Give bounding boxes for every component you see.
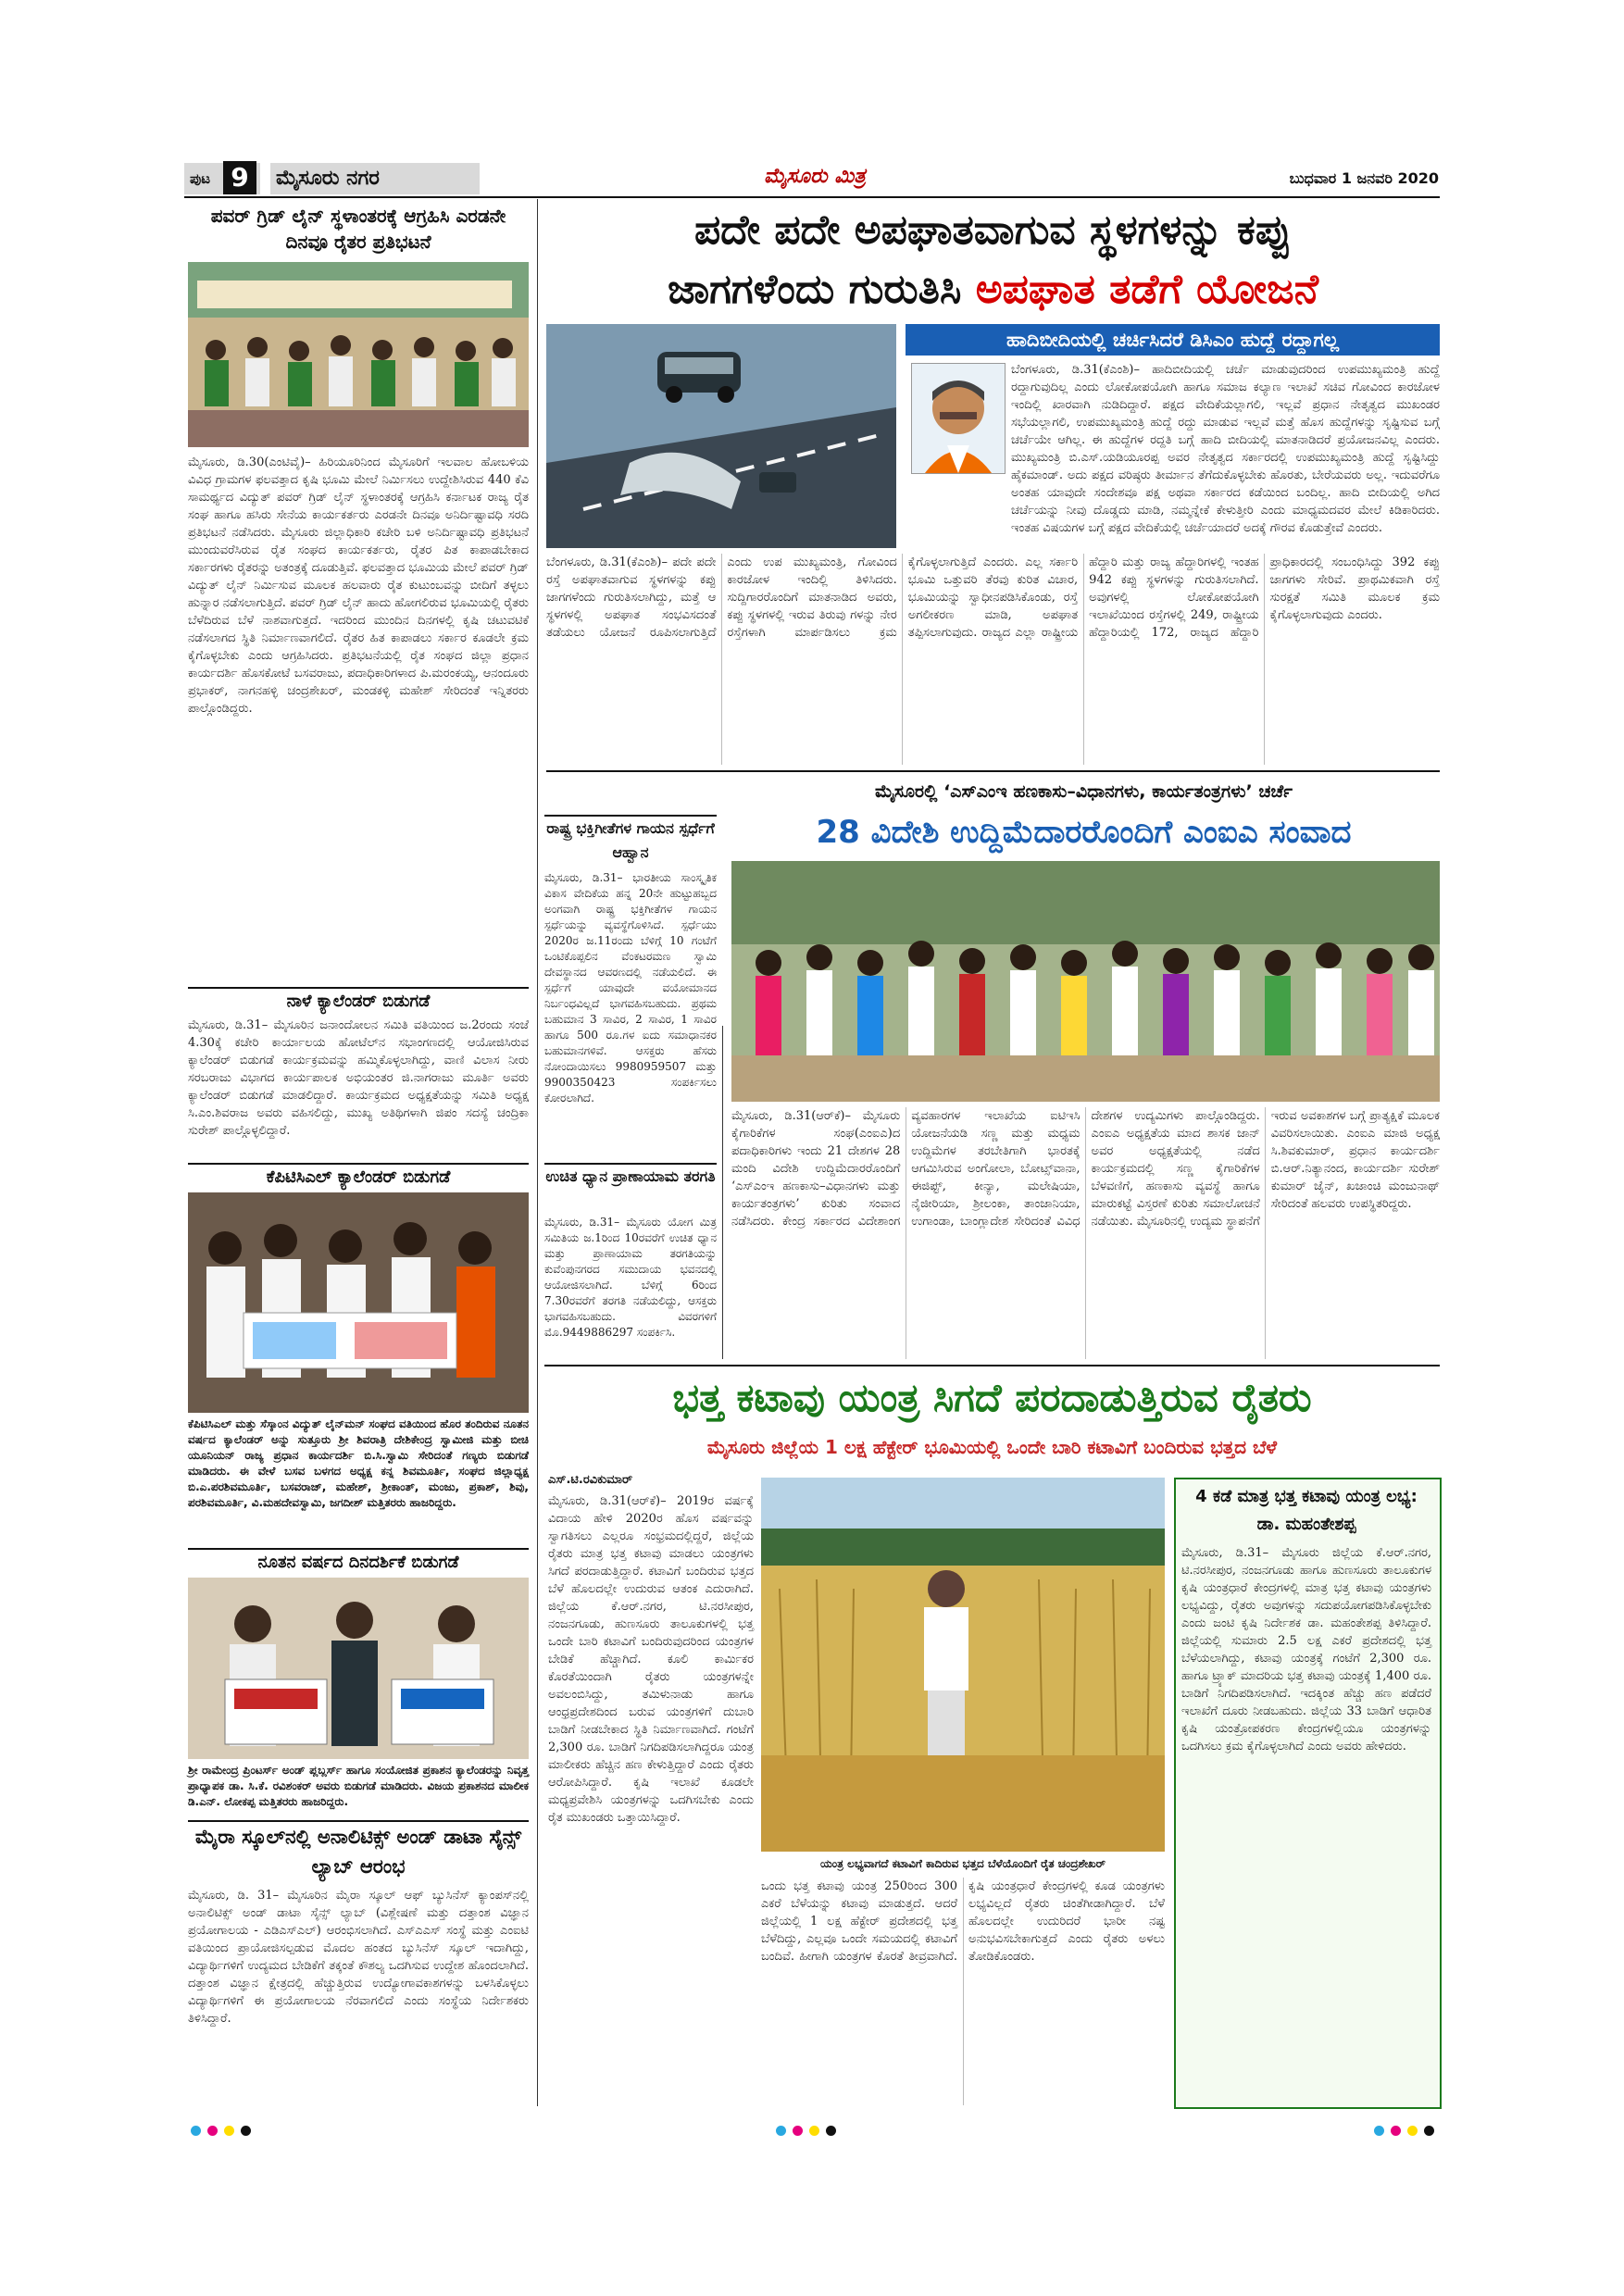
mia-top-rule	[546, 770, 1440, 772]
protest-crowd-illustration	[188, 262, 529, 447]
cyan-dot	[1374, 2126, 1384, 2136]
yellow-dot	[224, 2126, 234, 2136]
calendar-release-headline: ನಾಳೆ ಕ್ಯಾಲೆಂಡರ್ ಬಿಡುಗಡೆ	[188, 987, 529, 1015]
calendar-release-group-illustration	[188, 1192, 529, 1413]
masthead-logo: ಮೈಸೂರು ಮಿತ್ರ	[764, 164, 866, 188]
diary-release-caption: ಶ್ರೀ ರಾಮೇಂದ್ರ ಪ್ರಿಂಟರ್ಸ್ ಅಂಡ್ ಪ್ಲಬ್ಲರ್ಸ್ ಹಾಗೂ ಸಂಯೋಜಿತ ಪ್ರಕಾಶನ ಕ್ಯಾಲೆಂಡರನ್ನು ನಿವೃತ್ತ ಪ್ರಾಧ್ಯಾಪಕ ಡಾ. ಸಿ.ಕೆ. ರವಿಶಂಕರ್ ಅವರು ಬಿಡುಗಡೆ ಮಾಡಿದರು. ವಿಜಯ ಪ್ರಕಾಶನದ ಮಾಲೀಕ ಡಿ.ಎನ್. ಲೋಕಪ್ಪ ಮತ್ತಿತರರು ಹಾಜರಿದ್ದರು.	[188, 1764, 529, 1808]
lead-headline-black-part: ಜಾಗಗಳೆಂದು ಗುರುತಿಸಿ	[668, 266, 962, 313]
mia-headline: 28 ವಿದೇಶಿ ಉದ್ದಿಮೆದಾರರೊಂದಿಗೆ ಎಂಐಎ ಸಂವಾದ	[816, 814, 1352, 851]
paddy-byline: ಎಸ್.ಟಿ.ರವಿಕುಮಾರ್	[548, 1473, 633, 1487]
lab-launch-headline: ಮೈರಾ ಸ್ಕೂಲ್‌ನಲ್ಲಿ ಅನಾಲಿಟಿಕ್ಸ್ ಅಂಡ್ ಡಾಟಾ ಸೈನ್ಸ್ ಲ್ಯಾಬ್ ಆರಂಭ	[188, 1820, 529, 1885]
dcm-article-continued	[911, 476, 1440, 550]
paddy-photo-caption: ಯಂತ್ರ ಲಭ್ಯವಾಗದೆ ಕಟಾವಿಗೆ ಕಾದಿರುವ ಭತ್ತದ ಬೆಳೆಯೊಂದಿಗೆ ರೈತ ಚಂದ್ರಶೇಖರ್	[819, 1857, 1106, 1870]
magenta-dot	[1391, 2126, 1401, 2136]
road-accident-illustration	[546, 324, 896, 548]
page-number-badge	[184, 163, 260, 194]
meditation-class-headline: ಉಚಿತ ಧ್ಯಾನ ಪ್ರಾಣಾಯಾಮ ತರಗತಿ	[544, 1163, 717, 1213]
cyan-dot	[191, 2126, 201, 2136]
yellow-dot	[809, 2126, 819, 2136]
black-dot	[241, 2126, 251, 2136]
accident-article: ಬೆಂಗಳೂರು, ಡಿ.31(ಕೆಎಂಶಿ)– ಪದೇ ಪದೇ ರಸ್ತೆ ಅಪಘಾತವಾಗುವ ಸ್ಥಳಗಳನ್ನು ಕಪ್ಪು ಜಾಗಗಳೆಂದು ಗುರುತಿಸಲಾಗಿದ್ದು, ಮತ್ತೆ ಆ ಸ್ಥಳಗಳಲ್ಲಿ ಅಪಘಾತ ಸಂಭವಿಸದಂತೆ ತಡೆಯಲು ಯೋಜನೆ ರೂಪಿಸಲಾಗುತ್ತಿದೆ ಎಂದು ಉಪ ಮುಖ್ಯಮಂತ್ರಿ, ಗೋವಿಂದ ಕಾರಜೋಳ ಇಂದಿಲ್ಲಿ ತಿಳಿಸಿದರು. ಸುದ್ದಿಗಾರರೊಂದಿಗೆ ಮಾತನಾಡಿದ ಅವರು, ಕಪ್ಪು ಸ್ಥಳಗಳಲ್ಲಿ ಇರುವ ತಿರುವು ಗಳನ್ನು ನೇರ ರಸ್ತೆಗಳಾಗಿ ಮಾರ್ಪಡಿಸಲು ಕ್ರಮ ಕೈಗೊಳ್ಳಲಾಗುತ್ತಿದೆ ಎಂದರು. ಎಲ್ಲ ಸರ್ಕಾರಿ ಭೂಮಿ ಒತ್ತುವರಿ ತೆರವು ಕುರಿತ ವಿಚಾರ, ಭೂಮಿಯನ್ನು ಸ್ವಾಧೀನಪಡಿಸಿಕೊಂಡು, ರಸ್ತೆ ಅಗಲೀಕರಣ ಮಾಡಿ, ಅಪಘಾತ ತಪ್ಪಿಸಲಾಗುವುದು. ರಾಜ್ಯದ ಎಲ್ಲಾ ರಾಷ್ಟ್ರೀಯ ಹೆದ್ದಾರಿ ಮತ್ತು ರಾಜ್ಯ ಹೆದ್ದಾರಿಗಳಲ್ಲಿ ಇಂತಹ 942 ಕಪ್ಪು ಸ್ಥಳಗಳನ್ನು ಗುರುತಿಸಲಾಗಿದೆ. ಅವುಗಳಲ್ಲಿ ಲೋಕೋಪಯೋಗಿ ಇಲಾಖೆಯಿಂದ ರಸ್ತೆಗಳಲ್ಲಿ 249, ರಾಷ್ಟ್ರೀಯ ಹೆದ್ದಾರಿಯಲ್ಲಿ 172, ರಾಜ್ಯದ ಹೆದ್ದಾರಿ ಪ್ರಾಧಿಕಾರದಲ್ಲಿ ಸಂಬಂಧಿಸಿದ್ದು 392 ಕಪ್ಪು ಜಾಗಗಳು ಸೇರಿವೆ. ಪ್ರಾಥಮಿಕವಾಗಿ ರಸ್ತೆ ಸುರಕ್ಷತೆ ಸಮಿತಿ ಮೂಲಕ ಕ್ರಮ ಕೈಗೊಳ್ಳಲಾಗುವುದು ಎಂದರು.	[546, 555, 1440, 640]
mia-tagline: ಮೈಸೂರಲ್ಲಿ ‘ಎಸ್‌ಎಂಇ ಹಣಕಾಸು–ವಿಧಾನಗಳು, ಕಾರ್ಯತಂತ್ರಗಳು’ ಚರ್ಚೆ	[875, 781, 1293, 802]
kptcl-calendar-photo	[188, 1192, 529, 1413]
column-divider-left	[537, 199, 538, 2106]
page-number: 9	[223, 161, 256, 194]
minister-face-illustration	[912, 364, 1005, 473]
lead-headline-red-part: ಅಪಘಾತ ತಡೆಗೆ ಯೋಜನೆ	[975, 266, 1318, 313]
page-label: ಪುಟ	[190, 170, 211, 187]
mia-interaction-photo	[731, 861, 1440, 1102]
paddy-top-rule	[544, 1365, 1440, 1366]
diary-release-photo	[188, 1578, 529, 1759]
lead-headline-line2	[546, 261, 1440, 318]
diary-release-headline: ನೂತನ ವರ್ಷದ ದಿನದರ್ಶಿಕೆ ಬಿಡುಗಡೆ	[188, 1548, 529, 1576]
section-name: ಮೈಸೂರು ನಗರ	[270, 163, 480, 194]
minister-portrait	[911, 363, 1006, 474]
print-registration-marks-right	[1374, 2122, 1441, 2135]
harvester-sidebar-headline: 4 ಕಡೆ ಮಾತ್ರ ಭತ್ತ ಕಟಾವು ಯಂತ್ರ ಲಭ್ಯ: ಡಾ. ಮಹಂತೇಶಪ್ಪ	[1195, 1487, 1418, 1534]
header-rule	[184, 196, 1440, 198]
magenta-dot	[207, 2126, 218, 2136]
print-registration-marks-center	[776, 2122, 843, 2135]
mia-article: ಮೈಸೂರು, ಡಿ.31(ಆರ್‌ಕೆ)– ಮೈಸೂರು ಕೈಗಾರಿಕೆಗಳ ಸಂಘ(ಎಂಐಎ)ದ ಪದಾಧಿಕಾರಿಗಳು ಇಂದು 21 ದೇಶಗಳ 28 ಮಂದಿ ವಿದೇಶಿ ಉದ್ದಿಮೆದಾರರೊಂದಿಗೆ ‘ಎಸ್‌ಎಂಇ ಹಣಕಾಸು–ವಿಧಾನಗಳು ಮತ್ತು ಕಾರ್ಯತಂತ್ರಗಳು’ ಕುರಿತು ಸಂವಾದ ನಡೆಸಿದರು. ಕೇಂದ್ರ ಸರ್ಕಾರದ ವಿದೇಶಾಂಗ ವ್ಯವಹಾರಗಳ ಇಲಾಖೆಯ ಐಟಿಇಸಿ ಯೋಜನೆಯಡಿ ಸಣ್ಣ ಮತ್ತು ಮಧ್ಯಮ ಉದ್ದಿಮೆಗಳ ತರಬೇತಿಗಾಗಿ ಭಾರತಕ್ಕೆ ಆಗಮಿಸಿರುವ ಅಂಗೋಲಾ, ಬೋಟ್ಸ್‌ವಾನಾ, ಈಜಿಪ್ಟ್, ಕೀನ್ಯಾ, ಮಲೇಷಿಯಾ, ನೈಜೀರಿಯಾ, ಶ್ರೀಲಂಕಾ, ತಾಂಜಾನಿಯಾ, ಉಗಾಂಡಾ, ಬಾಂಗ್ಲಾದೇಶ ಸೇರಿದಂತೆ ವಿವಿಧ ದೇಶಗಳ ಉದ್ಯಮಿಗಳು ಪಾಲ್ಗೊಂಡಿದ್ದರು. ಎಂಐಎ ಅಧ್ಯಕ್ಷತೆಯ ಮಾದ ಶಾಸಕ ಜಾನ್ ಅವರ ಅಧ್ಯಕ್ಷತೆಯಲ್ಲಿ ನಡೆದ ಕಾರ್ಯಕ್ರಮದಲ್ಲಿ ಸಣ್ಣ ಕೈಗಾರಿಕೆಗಳ ಬೆಳವಣಿಗೆ, ಹಣಕಾಸು ವ್ಯವಸ್ಥೆ ಹಾಗೂ ಮಾರುಕಟ್ಟೆ ವಿಸ್ತರಣೆ ಕುರಿತು ಸಮಾಲೋಚನೆ ನಡೆಯಿತು. ಮೈಸೂರಿನಲ್ಲಿ ಉದ್ಯಮ ಸ್ಥಾಪನೆಗೆ ಇರುವ ಅವಕಾಶಗಳ ಬಗ್ಗೆ ಪ್ರಾತ್ಯಕ್ಷಿಕೆ ಮೂಲಕ ವಿವರಿಸಲಾಯಿತು. ಎಂಐಎ ಮಾಜಿ ಅಧ್ಯಕ್ಷ ಸಿ.ಶಿವಕುಮಾರ್, ಪ್ರಧಾನ ಕಾರ್ಯದರ್ಶಿ ಬಿ.ಆರ್.ನಿತ್ಯಾನಂದ, ಕಾರ್ಯದರ್ಶಿ ಸುರೇಶ್ ಕುಮಾರ್ ಜೈನ್, ಖಜಾಂಚಿ ಮಂಜುನಾಥ್ ಸೇರಿದಂತೆ ಹಲವರು ಉಪಸ್ಥಿತರಿದ್ದರು.	[731, 1109, 1440, 1229]
dcm-sub-headline: ಹಾದಿಬೀದಿಯಲ್ಲಿ ಚರ್ಚಿಸಿದರೆ ಡಿಸಿಎಂ ಹುದ್ದೆ ರದ್ದಾಗಲ್ಲ	[906, 324, 1440, 356]
farmers-protest-photo	[188, 262, 529, 447]
paddy-headline: ಭತ್ತ ಕಟಾವು ಯಂತ್ರ ಸಿಗದೆ ಪರದಾಡುತ್ತಿರುವ ರೈತರು	[672, 1375, 1312, 1420]
paddy-field-photo	[761, 1478, 1165, 1852]
singing-contest-article: ಮೈಸೂರು, ಡಿ.31– ಭಾರತೀಯ ಸಾಂಸ್ಕೃತಿಕ ವಿಕಾಸ ವೇದಿಕೆಯ ಹನ್ನ 20ನೇ ಹುಟ್ಟುಹಬ್ಬದ ಅಂಗವಾಗಿ ರಾಷ್ಟ್ರ ಭಕ್ತಿಗೀತೆಗಳ ಗಾಯನ ಸ್ಪರ್ಧೆಯನ್ನು ವ್ಯವಸ್ಥೆಗೊಳಿಸಿದೆ. ಸ್ಪರ್ಧೆಯು 2020ರ ಜ.11ರಂದು ಬೆಳಿಗ್ಗೆ 10 ಗಂಟೆಗೆ ಒಂಟಿಕೊಪ್ಪಲಿನ ವೆಂಕಟರಮಣ ಸ್ವಾಮಿ ದೇವಸ್ಥಾನದ ಆವರಣದಲ್ಲಿ ನಡೆಯಲಿದೆ. ಈ ಸ್ಪರ್ಧೆಗೆ ಯಾವುದೇ ವಯೋಮಾನದ ನಿರ್ಬಂಧವಿಲ್ಲದೆ ಭಾಗವಹಿಸಬಹುದು. ಪ್ರಥಮ ಬಹುಮಾನ 3 ಸಾವಿರ, 2 ಸಾವಿರ, 1 ಸಾವಿರ ಹಾಗೂ 500 ರೂ.ಗಳ ಐದು ಸಮಾಧಾನಕರ ಬಹುಮಾನಗಳಿವೆ. ಆಸಕ್ತರು ಹೆಸರು ನೋಂದಾಯಿಸಲು 9980959507 ಮತ್ತು 9900350423 ಸಂಪರ್ಕಿಸಲು ಕೋರಲಾಗಿದೆ.	[544, 871, 717, 1104]
black-dot	[826, 2126, 836, 2136]
kptcl-calendar-caption: ಕೆಪಿಟಿಸಿಎಲ್ ಮತ್ತು ಸೆಸ್ಕಾಂನ ವಿದ್ಯುತ್ ಲೈನ್‌ಮನ್ ಸಂಘದ ವತಿಯಿಂದ ಹೊರ ತಂದಿರುವ ನೂತನ ವರ್ಷದ ಕ್ಯಾಲೆಂಡರ್ ಅನ್ನು ಸುತ್ತೂರು ಶ್ರೀ ಶಿವರಾತ್ರಿ ದೇಶಿಕೇಂದ್ರ ಸ್ವಾಮೀಜಿ ಮತ್ತು ಬೀಚಿ ಯೂನಿಯನ್ ರಾಜ್ಯ ಪ್ರಧಾನ ಕಾರ್ಯದರ್ಶಿ ಬಿ.ಸಿ.ಸ್ವಾಮಿ ಸೇರಿದಂತೆ ಗಣ್ಯರು ಬಿಡುಗಡೆ ಮಾಡಿದರು. ಈ ವೇಳೆ ಬಸವ ಬಳಗದ ಅಧ್ಯಕ್ಷ ಕನ್ನ ಶಿವಮೂರ್ತಿ, ಸಂಘದ ಜಿಲ್ಲಾಧ್ಯಕ್ಷ ಬಿ.ಎ.ಪರಶಿವಮೂರ್ತಿ, ಬಸವರಾಜ್, ಮಹೇಶ್, ಶ್ರೀಕಾಂತ್, ಮಂಜು, ಪ್ರಕಾಶ್, ಶಿವು, ಪರಶಿವಮೂರ್ತಿ, ವಿ.ಮಹದೇವಸ್ವಾಮಿ, ಜಗದೀಶ್ ಮತ್ತಿತರರು ಹಾಜರಿದ್ದರು.	[188, 1417, 529, 1509]
farmers-protest-article: ಮೈಸೂರು, ಡಿ.30(ಎಂಟಿವೈ)– ಹಿರಿಯೂರಿನಿಂದ ಮೈಸೂರಿಗೆ ಇಲವಾಲ ಹೋಬಳಿಯ ವಿವಿಧ ಗ್ರಾಮಗಳ ಫಲವತ್ತಾದ ಕೃಷಿ ಭೂಮಿ ಮೇಲೆ ನಿರ್ಮಿಸಲು ಉದ್ದೇಶಿಸಿರುವ 440 ಕೆವಿ ಸಾಮರ್ಥ್ಯದ ವಿದ್ಯುತ್ ಪವರ್ ಗ್ರಿಡ್ ಲೈನ್ ಸ್ಥಳಾಂತರಕ್ಕೆ ಆಗ್ರಹಿಸಿ ಕರ್ನಾಟಕ ರಾಜ್ಯ ರೈತ ಸಂಘ ಹಾಗೂ ಹಸಿರು ಸೇನೆಯ ಕಾರ್ಯಕರ್ತರು ಎರಡನೇ ದಿನವೂ ಅನಿರ್ದಿಷ್ಟಾವಧಿ ಸರದಿ ಪ್ರತಿಭಟನೆ ನಡೆಸಿದರು. ಮೈಸೂರು ಜಿಲ್ಲಾಧಿಕಾರಿ ಕಚೇರಿ ಬಳಿ ಅನಿರ್ದಿಷ್ಟಾವಧಿ ಪ್ರತಿಭಟನೆ ಮುಂದುವರೆಸಿರುವ ರೈತ ಸಂಘದ ಕಾರ್ಯಕರ್ತರು, ರೈತರ ಪಿತ ಕಾಪಾಡಬೇಕಾದ ಸರ್ಕಾರಗಳು ರೈತರನ್ನು ಅತಂತ್ರಕ್ಕೆ ದೂಡುತ್ತಿವೆ. ಫಲವತ್ತಾದ ಭೂಮಿಯ ಮೇಲೆ ಪವರ್ ಗ್ರಿಡ್ ವಿದ್ಯುತ್ ಲೈನ್ ನಿರ್ಮಿಸುವ ಮೂಲಕ ಹಲವಾರು ರೈತ ಕುಟುಂಬವನ್ನು ಬೀದಿಗೆ ತಳ್ಳಲು ಹುನ್ನಾರ ನಡೆಸಲಾಗುತ್ತಿದೆ. ಪವರ್ ಗ್ರಿಡ್ ಲೈನ್ ಹಾದು ಹೋಗಲಿರುವ ಭೂಮಿಯಲ್ಲಿ ರೈತರು ಬೆಳೆದಿರುವ ಬೆಳೆ ನಾಶವಾಗುತ್ತದೆ. ಇದರಿಂದ ಮುಂದಿನ ದಿನಗಳಲ್ಲಿ ಕೃಷಿ ಚಟುವಟಿಕೆ ನಡೆಸಲಾಗದ ಸ್ಥಿತಿ ನಿರ್ಮಾಣವಾಗಲಿದೆ. ರೈತರ ಹಿತ ಕಾಪಾಡಲು ಸರ್ಕಾರ ಕೂಡಲೇ ಕ್ರಮ ಕೈಗೊಳ್ಳಬೇಕು ಎಂದು ಆಗ್ರಹಿಸಿದರು. ಪ್ರತಿಭಟನೆಯಲ್ಲಿ ರೈತ ಸಂಘದ ಜಿಲ್ಲಾ ಪ್ರಧಾನ ಕಾರ್ಯದರ್ಶಿ ಹೊಸಕೋಟೆ ಬಸವರಾಜು, ಪದಾಧಿಕಾರಿಗಳಾದ ಪಿ.ಮರಂಕಯ್ಯ, ಆನಂದೂರು ಪ್ರಭಾಕರ್, ನಾಗನಹಳ್ಳಿ ಚಂದ್ರಶೇಖರ್, ಮಂಡಕಳ್ಳಿ ಮಹೇಶ್ ಸೇರಿದಂತೆ ಇನ್ನಿತರರು ಪಾಲ್ಗೊಂಡಿದ್ದರು.	[188, 455, 529, 716]
yellow-dot	[1407, 2126, 1418, 2136]
meditation-class-article: ಮೈಸೂರು, ಡಿ.31– ಮೈಸೂರು ಯೋಗ ಮಿತ್ರ ಸಮಿತಿಯ ಜ.1ರಿಂದ 10ರವರೆಗೆ ಉಚಿತ ಧ್ಯಾನ ಮತ್ತು ಪ್ರಾಣಾಯಾಮ ತರಗತಿಯನ್ನು ಕುವೆಂಪುನಗರದ ಸಮುದಾಯ ಭವನದಲ್ಲಿ ಆಯೋಜಿಸಲಾಗಿದೆ. ಬೆಳಿಗ್ಗೆ 6ರಿಂದ 7.30ರವರೆಗೆ ತರಗತಿ ನಡೆಯಲಿದ್ದು, ಆಸಕ್ತರು ಭಾಗವಹಿಸಬಹುದು. ವಿವರಗಳಿಗೆ ಮೊ.9449886297 ಸಂಪರ್ಕಿಸಿ.	[544, 1216, 717, 1339]
farmers-protest-headline: ಪವರ್ ಗ್ರಿಡ್ ಲೈನ್ ಸ್ಥಳಾಂತರಕ್ಕೆ ಆಗ್ರಹಿಸಿ ಎರಡನೇ ದಿನವೂ ರೈತರ ಪ್ರತಿಭಟನೆ	[210, 205, 506, 253]
magenta-dot	[793, 2126, 803, 2136]
lead-headline-line1: ಪದೇ ಪದೇ ಅಪಘಾತವಾಗುವ ಸ್ಥಳಗಳನ್ನು ಕಪ್ಪು	[693, 206, 1293, 254]
black-dot	[1424, 2126, 1434, 2136]
lab-launch-article: ಮೈಸೂರು, ಡಿ. 31– ಮೈಸೂರಿನ ಮೈರಾ ಸ್ಕೂಲ್ ಆಫ್ ಬ್ಯುಸಿನೆಸ್ ಕ್ಯಾಂಪಸ್‌ನಲ್ಲಿ ಅನಾಲಿಟಿಕ್ಸ್ ಅಂಡ್ ಡಾಟಾ ಸೈನ್ಸ್ ಲ್ಯಾಬ್ (ವಿಶ್ಲೇಷಣೆ ಮತ್ತು ದತ್ತಾಂಶ ವಿಜ್ಞಾನ ಪ್ರಯೋಗಾಲಯ - ಎಡಿಎಸ್‌ಎಲ್) ಆರಂಭಿಸಲಾಗಿದೆ. ಎಸ್‌ಎಎಸ್ ಸಂಸ್ಥೆ ಮತ್ತು ಎಂಐಟಿ ವತಿಯಿಂದ ಪ್ರಾಯೋಜಿಸಲ್ಪಡುವ ಮೊದಲ ಹಂತದ ಬ್ಯುಸಿನೆಸ್ ಸ್ಕೂಲ್ ಇದಾಗಿದ್ದು, ವಿದ್ಯಾರ್ಥಿಗಳಿಗೆ ಉದ್ಯಮದ ಬೇಡಿಕೆಗೆ ತಕ್ಕಂತೆ ಕೌಶಲ್ಯ ಒದಗಿಸುವ ಉದ್ದೇಶ ಹೊಂದಲಾಗಿದೆ. ದತ್ತಾಂಶ ವಿಜ್ಞಾನ ಕ್ಷೇತ್ರದಲ್ಲಿ ಹೆಚ್ಚುತ್ತಿರುವ ಉದ್ಯೋಗಾವಕಾಶಗಳನ್ನು ಬಳಸಿಕೊಳ್ಳಲು ವಿದ್ಯಾರ್ಥಿಗಳಿಗೆ ಈ ಪ್ರಯೋಗಾಲಯ ನೆರವಾಗಲಿದೆ ಎಂದು ಸಂಸ್ಥೆಯ ನಿರ್ದೇಶಕರು ತಿಳಿಸಿದ್ದಾರೆ.	[188, 1889, 529, 2026]
harvester-sidebar-article: ಮೈಸೂರು, ಡಿ.31– ಮೈಸೂರು ಜಿಲ್ಲೆಯ ಕೆ.ಆರ್.ನಗರ, ಟಿ.ನರಸೀಪುರ, ನಂಜನಗೂಡು ಹಾಗೂ ಹುಣಸೂರು ತಾಲೂಕುಗಳ ಕೃಷಿ ಯಂತ್ರಧಾರೆ ಕೇಂದ್ರಗಳಲ್ಲಿ ಮಾತ್ರ ಭತ್ತ ಕಟಾವು ಯಂತ್ರಗಳು ಲಭ್ಯವಿದ್ದು, ರೈತರು ಅವುಗಳನ್ನು ಸದುಪಯೋಗಪಡಿಸಿಕೊಳ್ಳಬೇಕು ಎಂದು ಜಂಟಿ ಕೃಷಿ ನಿರ್ದೇಶಕ ಡಾ. ಮಹಂತೇಶಪ್ಪ ತಿಳಿಸಿದ್ದಾರೆ. ಜಿಲ್ಲೆಯಲ್ಲಿ ಸುಮಾರು 2.5 ಲಕ್ಷ ಎಕರೆ ಪ್ರದೇಶದಲ್ಲಿ ಭತ್ತ ಬೆಳೆಯಲಾಗಿದ್ದು, ಕಟಾವು ಯಂತ್ರಕ್ಕೆ ಗಂಟೆಗೆ 2,300 ರೂ. ಹಾಗೂ ಟ್ರ್ಯಾಕ್ ಮಾದರಿಯ ಭತ್ತ ಕಟಾವು ಯಂತ್ರಕ್ಕೆ 1,400 ರೂ. ಬಾಡಿಗೆ ನಿಗದಿಪಡಿಸಲಾಗಿದೆ. ಇದಕ್ಕಿಂತ ಹೆಚ್ಚು ಹಣ ಪಡೆದರೆ ಇಲಾಖೆಗೆ ದೂರು ನೀಡಬಹುದು. ಜಿಲ್ಲೆಯ 33 ಬಾಡಿಗೆ ಆಧಾರಿತ ಕೃಷಿ ಯಂತ್ರೋಪಕರಣ ಕೇಂದ್ರಗಳಲ್ಲಿಯೂ ಯಂತ್ರಗಳನ್ನು ಒದಗಿಸಲು ಕ್ರಮ ಕೈಗೊಳ್ಳಲಾಗಿದೆ ಎಂದು ಅವರು ಹೇಳಿದರು.	[1181, 1546, 1431, 1753]
paddy-article: ಮೈಸೂರು, ಡಿ.31(ಆರ್‌ಕೆ)– 2019ರ ವರ್ಷಕ್ಕೆ ವಿದಾಯ ಹೇಳಿ 2020ರ ಹೊಸ ವರ್ಷವನ್ನು ಸ್ವಾಗತಿಸಲು ಎಲ್ಲರೂ ಸಂಭ್ರಮದಲ್ಲಿದ್ದರೆ, ಜಿಲ್ಲೆಯ ರೈತರು ಮಾತ್ರ ಭತ್ತ ಕಟಾವು ಮಾಡಲು ಯಂತ್ರಗಳು ಸಿಗದೆ ಪರದಾಡುತ್ತಿದ್ದಾರೆ. ಕಟಾವಿಗೆ ಬಂದಿರುವ ಭತ್ತದ ಬೆಳೆ ಹೊಲದಲ್ಲೇ ಉದುರುವ ಆತಂಕ ಎದುರಾಗಿದೆ. ಜಿಲ್ಲೆಯ ಕೆ.ಆರ್.ನಗರ, ಟಿ.ನರಸೀಪುರ, ನಂಜನಗೂಡು, ಹುಣಸೂರು ತಾಲೂಕುಗಳಲ್ಲಿ ಭತ್ತ ಒಂದೇ ಬಾರಿ ಕಟಾವಿಗೆ ಬಂದಿರುವುದರಿಂದ ಯಂತ್ರಗಳ ಬೇಡಿಕೆ ಹೆಚ್ಚಾಗಿದೆ. ಕೂಲಿ ಕಾರ್ಮಿಕರ ಕೊರತೆಯಿಂದಾಗಿ ರೈತರು ಯಂತ್ರಗಳನ್ನೇ ಅವಲಂಬಿಸಿದ್ದು, ತಮಿಳುನಾಡು ಹಾಗೂ ಆಂಧ್ರಪ್ರದೇಶದಿಂದ ಬರುವ ಯಂತ್ರಗಳಿಗೆ ದುಬಾರಿ ಬಾಡಿಗೆ ನೀಡಬೇಕಾದ ಸ್ಥಿತಿ ನಿರ್ಮಾಣವಾಗಿದೆ. ಗಂಟೆಗೆ 2,300 ರೂ. ಬಾಡಿಗೆ ನಿಗದಿಪಡಿಸಲಾಗಿದ್ದರೂ ಯಂತ್ರ ಮಾಲೀಕರು ಹೆಚ್ಚಿನ ಹಣ ಕೇಳುತ್ತಿದ್ದಾರೆ ಎಂದು ರೈತರು ಆರೋಪಿಸಿದ್ದಾರೆ. ಕೃಷಿ ಇಲಾಖೆ ಕೂಡಲೇ ಮಧ್ಯಪ್ರವೇಶಿಸಿ ಯಂತ್ರಗಳನ್ನು ಒದಗಿಸಬೇಕು ಎಂದು ರೈತ ಮುಖಂಡರು ಒತ್ತಾಯಿಸಿದ್ದಾರೆ.	[548, 1494, 754, 1825]
cyan-dot	[776, 2126, 786, 2136]
paddy-sub-headline: ಮೈಸೂರು ಜಿಲ್ಲೆಯ 1 ಲಕ್ಷ ಹೆಕ್ಟೇರ್ ಭೂಮಿಯಲ್ಲಿ ಒಂದೇ ಬಾರಿ ಕಟಾವಿಗೆ ಬಂದಿರುವ ಭತ್ತದ ಬೆಳೆ	[706, 1436, 1278, 1458]
kptcl-calendar-headline: ಕೆಪಿಟಿಸಿಎಲ್ ಕ್ಯಾಲೆಂಡರ್ ಬಿಡುಗಡೆ	[188, 1163, 529, 1191]
paddy-article-continued: ಒಂದು ಭತ್ತ ಕಟಾವು ಯಂತ್ರ 250ರಿಂದ 300 ಎಕರೆ ಬೆಳೆಯನ್ನು ಕಟಾವು ಮಾಡುತ್ತದೆ. ಆದರೆ ಜಿಲ್ಲೆಯಲ್ಲಿ 1 ಲಕ್ಷ ಹೆಕ್ಟೇರ್ ಪ್ರದೇಶದಲ್ಲಿ ಭತ್ತ ಬೆಳೆದಿದ್ದು, ಎಲ್ಲವೂ ಒಂದೇ ಸಮಯದಲ್ಲಿ ಕಟಾವಿಗೆ ಬಂದಿವೆ. ಹೀಗಾಗಿ ಯಂತ್ರಗಳ ಕೊರತೆ ತೀವ್ರವಾಗಿದೆ. ಕೃಷಿ ಯಂತ್ರಧಾರೆ ಕೇಂದ್ರಗಳಲ್ಲಿ ಕೂಡ ಯಂತ್ರಗಳು ಲಭ್ಯವಿಲ್ಲದೆ ರೈತರು ಚಿಂತೆಗೀಡಾಗಿದ್ದಾರೆ. ಬೆಳೆ ಹೊಲದಲ್ಲೇ ಉದುರಿದರೆ ಭಾರೀ ನಷ್ಟ ಅನುಭವಿಸಬೇಕಾಗುತ್ತದೆ ಎಂದು ರೈತರು ಅಳಲು ತೋಡಿಕೊಂಡರು.	[761, 1879, 1165, 1964]
singing-contest-headline: ರಾಷ್ಟ್ರ ಭಕ್ತಿಗೀತೆಗಳ ಗಾಯನ ಸ್ಪರ್ಧೆಗೆ ಆಹ್ವಾನ	[544, 815, 717, 868]
calendar-release-article: ಮೈಸೂರು, ಡಿ.31– ಮೈಸೂರಿನ ಜನಾಂದೋಲನ ಸಮಿತಿ ವತಿಯಿಂದ ಜ.2ರಂದು ಸಂಜೆ 4.30ಕ್ಕೆ ಕಚೇರಿ ಕಾರ್ಯಾಲಯ ಹೋಟೆಲ್‌ನ ಸಭಾಂಗಣದಲ್ಲಿ ಆಯೋಜಿಸಿರುವ ಕ್ಯಾಲೆಂಡರ್ ಬಿಡುಗಡೆ ಕಾರ್ಯಕ್ರಮವನ್ನು ಹಮ್ಮಿಕೊಳ್ಳಲಾಗಿದ್ದು, ವಾಣಿ ವಿಲಾಸ ನೀರು ಸರಬರಾಜು ವಿಭಾಗದ ಕಾರ್ಯಪಾಲಕ ಅಭಿಯಂತರ ಜಿ.ನಾಗರಾಜು ಮೂರ್ತಿ ಅವರು ಕ್ಯಾಲೆಂಡರ್ ಬಿಡುಗಡೆ ಮಾಡಲಿದ್ದಾರೆ. ಕಾರ್ಯಕ್ರಮದ ಅಧ್ಯಕ್ಷತೆಯನ್ನು ಸಮಿತಿ ಅಧ್ಯಕ್ಷ ಸಿ.ಎಂ.ಶಿವರಾಜ ಅವರು ವಹಿಸಲಿದ್ದು, ಮುಖ್ಯ ಅತಿಥಿಗಳಾಗಿ ಜಿಪಂ ಸದಸ್ಯೆ ಚಂದ್ರಿಕಾ ಸುರೇಶ್ ಪಾಲ್ಗೊಳ್ಳಲಿದ್ದಾರೆ.	[188, 1018, 529, 1138]
dcm-article: ಬೆಂಗಳೂರು, ಡಿ.31(ಕೆಎಂಶಿ)– ಹಾದಿಬೀದಿಯಲ್ಲಿ ಚರ್ಚೆ ಮಾಡುವುದರಿಂದ ಉಪಮುಖ್ಯಮಂತ್ರಿ ಹುದ್ದೆ ರದ್ದಾಗುವುದಿಲ್ಲ ಎಂದು ಲೋಕೋಪಯೋಗಿ ಹಾಗೂ ಸಮಾಜ ಕಲ್ಯಾಣ ಇಲಾಖೆ ಸಚಿವ ಗೋವಿಂದ ಕಾರಜೋಳ ಇಂದಿಲ್ಲಿ ಖಾರವಾಗಿ ನುಡಿದಿದ್ದಾರೆ. ಪಕ್ಷದ ವೇದಿಕೆಯಲ್ಲಾಗಲಿ, ಇಲ್ಲವೆ ಪ್ರಧಾನ ನೇತೃತ್ವದ ಮುಖಂಡರ ಸಭೆಯಲ್ಲಾಗಲಿ, ಉಪಮುಖ್ಯಮಂತ್ರಿ ಹುದ್ದೆ ರದ್ದು ಮಾಡುವ ಇಲ್ಲವೆ ಮತ್ತೆ ಹೊಸ ಹುದ್ದೆಗಳನ್ನು ಸೃಷ್ಟಿಸುವ ಬಗ್ಗೆ ಚರ್ಚೆಯೇ ಆಗಿಲ್ಲ. ಈ ಹುದ್ದೆಗಳ ರದ್ದತಿ ಬಗ್ಗೆ ಹಾದಿ ಬೀದಿಯಲ್ಲಿ ಮಾತನಾಡಿದರೆ ಪ್ರಯೋಜನವಿಲ್ಲ ಎಂದರು. ಮುಖ್ಯಮಂತ್ರಿ ಬಿ.ಎಸ್.ಯಡಿಯೂರಪ್ಪ ಅವರ ನೇತೃತ್ವದ ಸರ್ಕಾರದಲ್ಲಿ ಉಪಮುಖ್ಯಮಂತ್ರಿ ಹುದ್ದೆ ಸೃಷ್ಟಿಸಿದ್ದು ಹೈಕಮಾಂಡ್. ಅದು ಪಕ್ಷದ ವರಿಷ್ಠರು ತೀರ್ಮಾನ ತೆಗೆದುಕೊಳ್ಳಬೇಕು ಹೊರತು, ಬೇರೆಯವರು ಅಲ್ಲ. ಇದುವರೆಗೂ ಅಂತಹ ಯಾವುದೇ ಸಂದೇಶವೂ ಪಕ್ಷ ಅಥವಾ ಸರ್ಕಾರದ ಕಡೆಯಿಂದ ಬಂದಿಲ್ಲ. ಹಾದಿ ಬೀದಿಯಲ್ಲಿ ಅಗಿದ ಚರ್ಚೆಯನ್ನು ನೀವು ದೊಡ್ಡದು ಮಾಡಿ, ನಮ್ಮನ್ನೇಕೆ ಕೇಳುತ್ತೀರಿ ಎಂದು ಮಾಧ್ಯಮದವರ ಮೇಲೆ ಕಿಡಿಕಾರಿದರು. ಇಂತಹ ವಿಷಯಗಳ ಬಗ್ಗೆ ಪಕ್ಷದ ವೇದಿಕೆಯಲ್ಲಿ ಚರ್ಚೆಯಾದರೆ ಅದಕ್ಕೆ ಗೌರವ ಕೊಡುತ್ತೇವೆ ಎಂದರು.	[1011, 363, 1440, 535]
diary-release-group-illustration	[188, 1578, 529, 1759]
page-date: ಬುಧವಾರ 1 ಜನವರಿ 2020	[1289, 169, 1439, 187]
print-registration-marks-left	[191, 2122, 257, 2135]
farmer-in-paddy-field-illustration	[761, 1478, 1165, 1852]
car-crash-graphic	[546, 324, 896, 548]
column-divider-middle	[722, 1026, 723, 1359]
delegates-group-illustration	[731, 861, 1440, 1102]
